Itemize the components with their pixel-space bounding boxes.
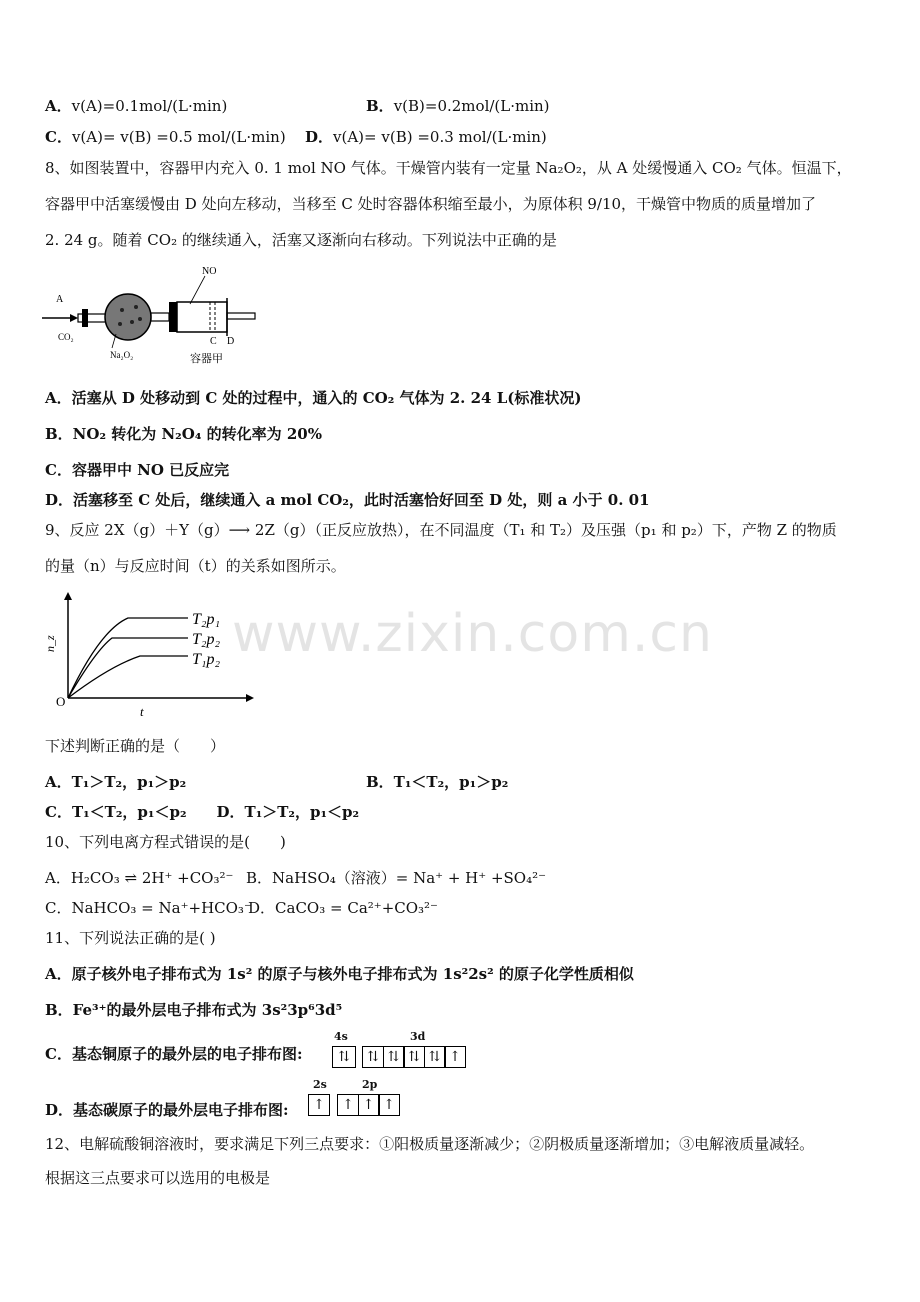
c-2p-label: 2p (362, 1078, 378, 1091)
q12-stem-line1: 12、电解硫酸铜溶液时，要求满足下列三点要求：①阳极质量逐渐减少；②阴极质量逐渐增加；③电解液质量减轻。 (45, 1135, 815, 1153)
fig-label-d: D (227, 336, 235, 347)
q8-stem-line1: 8、如图装置中，容器甲内充入 0. 1 mol NO 气体。干燥管内装有一定量 Na₂O₂，从 A 处缓慢通入 CO₂ 气体。恒温下， (45, 159, 852, 177)
graph-curve-label-3: T₁p₂ (192, 651, 221, 668)
cu-3d-orbital-boxes (362, 1046, 466, 1068)
c-2p-box: ↑ (378, 1094, 400, 1116)
q11-option-c: C．基态铜原子的最外层的电子排布图: (45, 1045, 303, 1063)
q11-option-a: A．原子核外电子排布式为 1s² 的原子与核外电子排布式为 1s²2s² 的原子化学性质相似 (45, 965, 634, 983)
cu-3d-box: ⇅ (383, 1046, 405, 1068)
graph-xlabel: t (140, 704, 144, 719)
c-2s-orbital-box: ↑ (308, 1094, 330, 1116)
q7-option-b: B．v(B)=0.2mol/(L·min) (366, 97, 550, 115)
graph-ylabel: n_z (43, 635, 57, 652)
fig-label-na2o2: Na₂O₂ (110, 350, 134, 360)
q9-stem-line2: 的量（n）与反应时间（t）的关系如图所示。 (45, 557, 346, 575)
c-2p-box: ↑ (358, 1094, 380, 1116)
cu-3d-label: 3d (410, 1030, 426, 1043)
q7-option-d-text: v(A)= v(B) =0.3 mol/(L·min) (333, 128, 547, 146)
c-2p-orbital-boxes (337, 1094, 400, 1116)
q11-option-d: D．基态碳原子的最外层电子排布图: (45, 1101, 289, 1119)
q12-stem-line2: 根据这三点要求可以选用的电极是 (45, 1169, 271, 1187)
graph-curve-label-1: T₂p₁ (192, 611, 221, 628)
q9-option-cd: C．T₁＜T₂，p₁＜p₂ D．T₁＞T₂，p₁＜p₂ (45, 803, 360, 821)
fig-label-vessel: 容器甲 (190, 353, 223, 365)
fig-label-a: A (56, 294, 64, 305)
q10-option-b: B．NaHSO₄（溶液）= Na⁺ + H⁺ +SO₄²⁻ (246, 869, 547, 887)
q9-ask: 下述判断正确的是（ ） (45, 737, 226, 755)
q10-option-c: C．NaHCO₃ = Na⁺+HCO₃⁻ (45, 899, 252, 917)
q9-option-b: B．T₁＜T₂，p₁＞p₂ (366, 773, 509, 791)
q8-stem-line3: 2. 24 g。随着 CO₂ 的继续通入，活塞又逐渐向右移动。下列说法中正确的是 (45, 231, 557, 249)
cu-3d-box: ⇅ (362, 1046, 384, 1068)
graph-origin: O (56, 694, 66, 709)
q7-option-b-text: v(B)=0.2mol/(L·min) (393, 97, 550, 115)
c-2p-box: ↑ (337, 1094, 359, 1116)
q8-option-a: A．活塞从 D 处移动到 C 处的过程中，通入的 CO₂ 气体为 2. 24 L(标准状况) (45, 389, 582, 407)
q8-option-c: C．容器甲中 NO 已反应完 (45, 461, 230, 479)
q10-option-a: A．H₂CO₃ ⇌ 2H⁺ +CO₃²⁻ (45, 869, 234, 887)
graph-curve-label-2: T₂p₂ (192, 631, 221, 648)
q11-stem: 11、下列说法正确的是( ) (45, 929, 216, 947)
cu-3d-box: ⇅ (424, 1046, 446, 1068)
q8-apparatus-figure (40, 262, 270, 370)
q7-option-c-text: v(A)= v(B) =0.5 mol/(L·min) (71, 128, 286, 146)
fig-label-co2: CO₂ (58, 332, 74, 342)
q8-stem-line2: 容器甲中活塞缓慢由 D 处向左移动，当移至 C 处时容器体积缩至最小，为原体积 9/10，干燥管中物质的质量增加了 (45, 195, 817, 213)
fig-label-no: NO (202, 266, 217, 277)
q10-stem: 10、下列电离方程式错误的是( ) (45, 833, 286, 851)
q8-option-d: D．活塞移至 C 处后，继续通入 a mol CO₂，此时活塞恰好回至 D 处，则 a 小于 0. 01 (45, 491, 650, 509)
watermark: www.zixin.com.cn (232, 604, 713, 664)
c-2s-label: 2s (313, 1078, 327, 1091)
q7-option-a: A．v(A)=0.1mol/(L·min) (45, 97, 228, 115)
q7-option-a-text: v(A)=0.1mol/(L·min) (71, 97, 228, 115)
cu-3d-box: ⇅ (403, 1046, 425, 1068)
cu-4s-label: 4s (334, 1030, 348, 1043)
cu-4s-orbital-box: ⇅ (332, 1046, 356, 1068)
q10-option-d: D．CaCO₃ = Ca²⁺+CO₃²⁻ (248, 899, 438, 917)
q7-option-d: D．v(A)= v(B) =0.3 mol/(L·min) (305, 128, 547, 146)
cu-3d-box: ↑ (444, 1046, 466, 1068)
q7-option-c: C．v(A)= v(B) =0.5 mol/(L·min) (45, 128, 286, 146)
q9-option-a: A．T₁＞T₂，p₁＞p₂ (45, 773, 187, 791)
q8-option-b: B．NO₂ 转化为 N₂O₄ 的转化率为 20% (45, 425, 322, 443)
q9-graph (40, 590, 270, 720)
q9-stem-line1: 9、反应 2X（g）＋Y（g）⟶ 2Z（g）（正反应放热），在不同温度（T₁ 和 T₂）及压强（p₁ 和 p₂）下，产物 Z 的物质 (45, 521, 837, 539)
fig-label-c: C (210, 336, 217, 347)
q11-option-b: B．Fe³⁺的最外层电子排布式为 3s²3p⁶3d⁵ (45, 1001, 343, 1019)
